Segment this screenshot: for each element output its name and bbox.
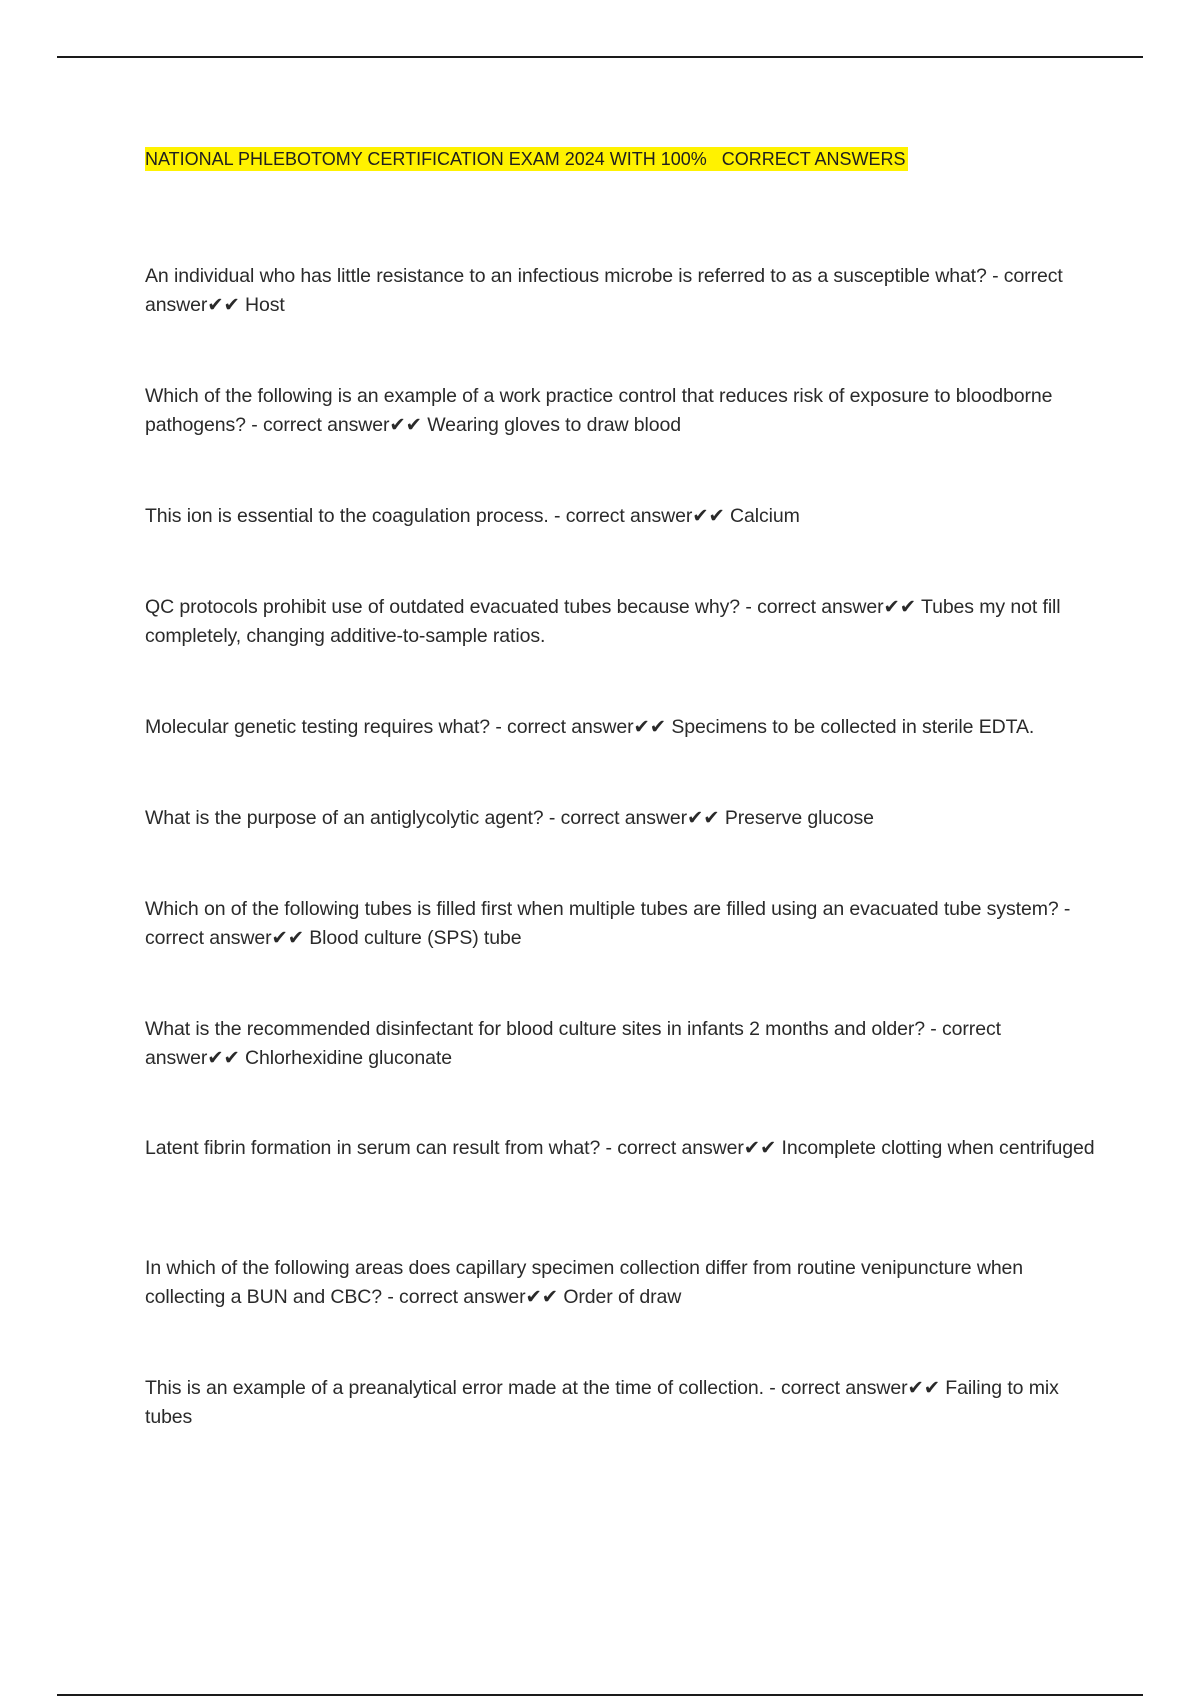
qa-item-7: Which on of the following tubes is filled first when multiple tubes are filled using an evacuated tube system? - correct answer✔✔ Blood culture (SPS) tube <box>145 898 1071 949</box>
qa-item-9: Latent fibrin formation in serum can result from what? - correct answer✔✔ Incomplete clotting when centrifuged <box>145 1137 1095 1159</box>
qa-item-8: What is the recommended disinfectant for blood culture sites in infants 2 months and older? - correct answer✔✔ Chlorhexidine gluconate <box>145 1018 1001 1069</box>
bottom-rule <box>57 1694 1143 1696</box>
qa-item-3: This ion is essential to the coagulation process. - correct answer✔✔ Calcium <box>145 505 800 527</box>
qa-item-10: In which of the following areas does capillary specimen collection differ from routine venipuncture when collecting a BUN and CBC? - correct answer✔✔ Order of draw <box>145 1257 1024 1308</box>
qa-item-4: QC protocols prohibit use of outdated evacuated tubes because why? - correct answer✔✔ Tubes my not fill completely, changing additive-to-sample ratios. <box>145 596 1061 647</box>
qa-item-6: What is the purpose of an antiglycolytic agent? - correct answer✔✔ Preserve glucose <box>145 807 874 829</box>
qa-item-1: An individual who has little resistance to an infectious microbe is referred to as a susceptible what? - correct answer✔✔ Host <box>145 265 1063 316</box>
qa-item-5: Molecular genetic testing requires what? - correct answer✔✔ Specimens to be collected in sterile EDTA. <box>145 716 1035 738</box>
document-title: NATIONAL PHLEBOTOMY CERTIFICATION EXAM 2024 WITH 100% CORRECT ANSWERS <box>145 149 906 169</box>
qa-item-2: Which of the following is an example of a work practice control that reduces risk of exposure to bloodborne pathogens? - correct answer✔✔ Wearing gloves to draw blood <box>145 385 1053 436</box>
top-rule <box>57 56 1143 58</box>
qa-item-11: This is an example of a preanalytical error made at the time of collection. - correct answer✔✔ Failing to mix tubes <box>145 1377 1059 1428</box>
